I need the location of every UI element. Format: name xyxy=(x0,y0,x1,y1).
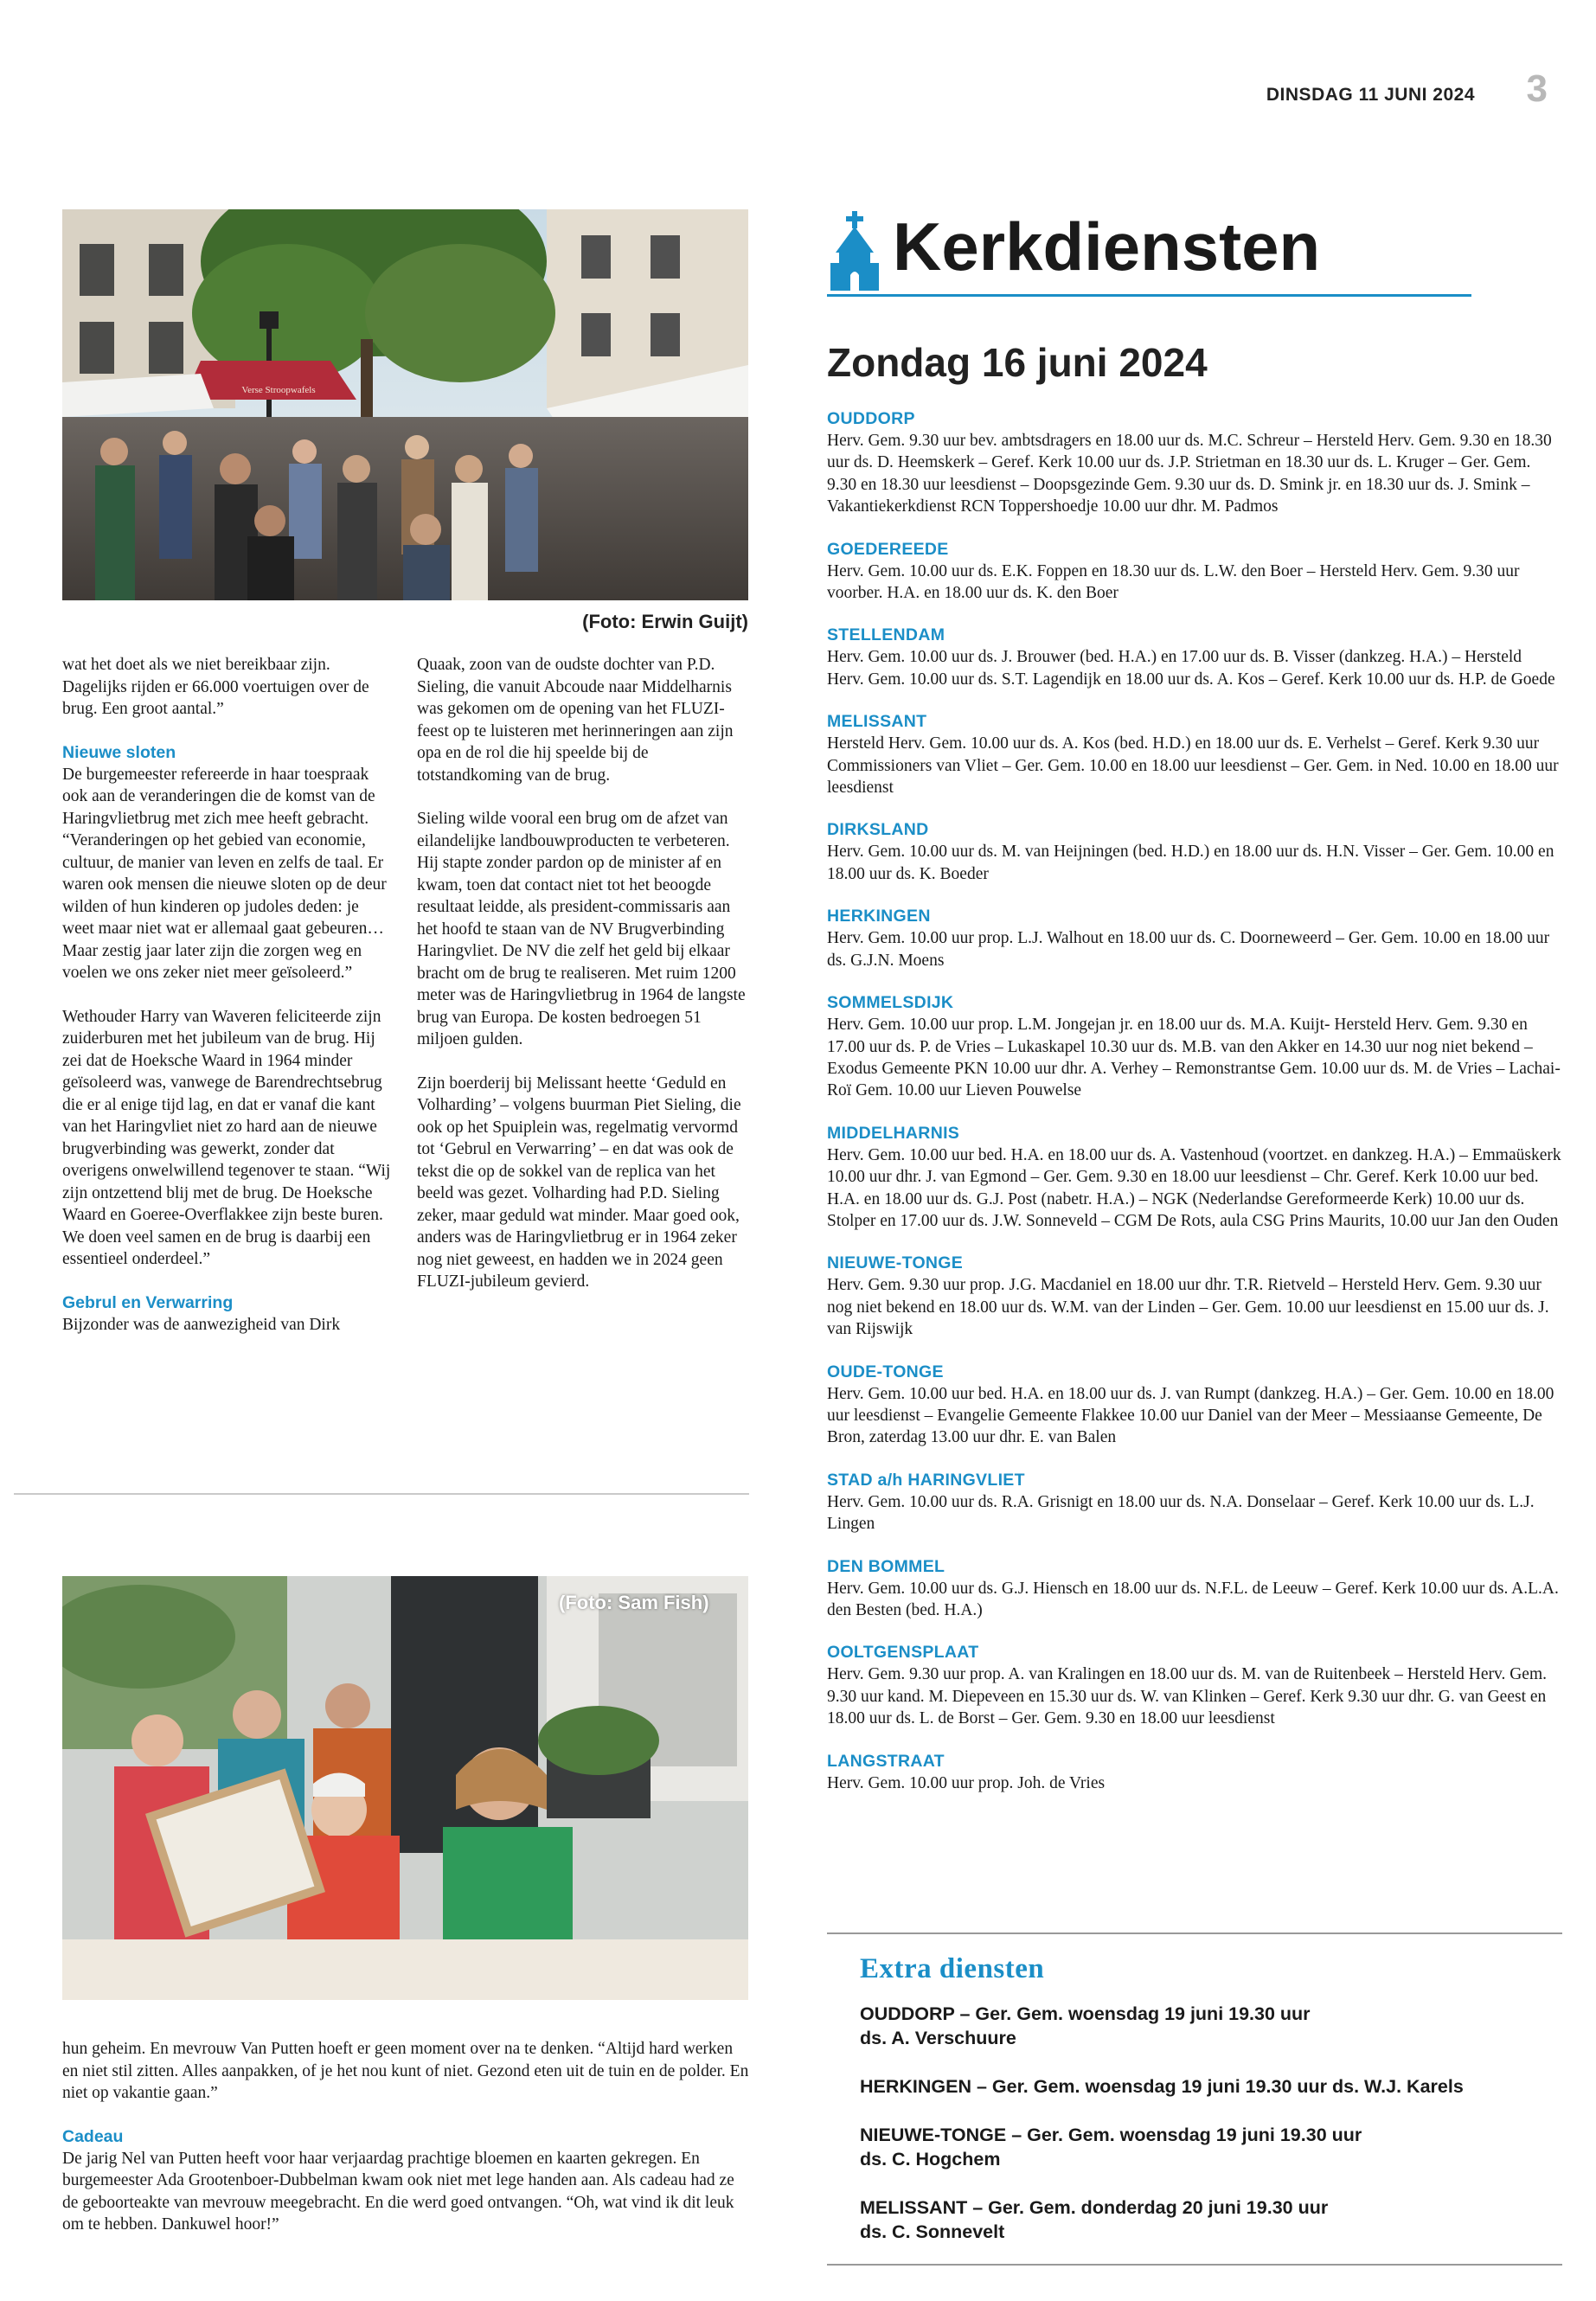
extra-services-list xyxy=(860,2002,1535,2268)
place-name: LANGSTRAAT xyxy=(827,1751,945,1771)
place-name: STAD a/h HARINGVLIET xyxy=(827,1470,1025,1490)
extra-line: MELISSANT – Ger. Gem. donderdag 20 juni 19.30 uur xyxy=(860,2197,1329,2218)
service-text: Herv. Gem. 10.00 uur prop. Joh. de Vries xyxy=(827,1773,1106,1792)
place-name: OUDE-TONGE xyxy=(827,1362,944,1381)
service-text: Herv. Gem. 10.00 uur prop. L.M. Jongejan jr. en 18.00 uur ds. M.A. Kuijt- Hersteld Herv. Gem. 9.30 en 17.00 uur ds. P. de Vries – Lukaskapel 10.30 uur ds. M.B. van den Akker en 14.30 uur nog niet bekend – Exodus Gemeente PKN 10.00 uur dhr. A. Verhey – Remonstrantse Gem. 10.00 uur ds. M. de Vries – Lachai-Roï Gem. 10.00 uur Lieven Pouwelse xyxy=(827,1016,1561,1100)
market-photo xyxy=(62,209,748,600)
place-name: OOLTGENSPLAAT xyxy=(827,1643,979,1663)
article1-paragraph: Sieling wilde vooral een brug om de afzet van eilandelijke landbouwproducten te verbeteren. Hij stapte zonder pardon op de minister af en kwam, toen dat contact niet tot het beoogde resultaat leidde, als president-commissaris aan het hoofd te staan van de NV Brugverbinding Haringvliet. De NV die zelf het geld bij elkaar bracht om de brug te realiseren. Met ruim 1200 meter was de Haringvlietbrug in 1964 de langste brug van Europa. De kosten bedroegen 51 miljoen gulden. xyxy=(417,810,746,1048)
service-date: Zondag 16 juni 2024 xyxy=(827,340,1208,385)
service-text: Herv. Gem. 10.00 uur prop. L.J. Walhout en 18.00 uur ds. C. Doorneweerd – Ger. Gem. 10.00 en 18.00 uur ds. G.J.N. Moens xyxy=(827,929,1550,970)
service-text: Herv. Gem. 10.00 uur bed. H.A. en 18.00 uur ds. J. van Rumpt (dankzeg. H.A.) – Ger. Gem. 10.00 en 18.00 uur leesdienst – Evangelie Gemeente Flakkee 10.00 uur Daniel van der Meer – Messiaanse Gemeente, De Bron, zaterdag 13.00 uur dhr. E. van Balen xyxy=(827,1384,1554,1447)
extra-title: Extra diensten xyxy=(860,1953,1045,1984)
church-icon xyxy=(827,211,882,298)
subheading-nieuwe-sloten: Nieuwe sloten xyxy=(62,742,176,762)
list-item xyxy=(827,1470,1562,1535)
service-text: Herv. Gem. 9.30 uur prop. A. van Kralingen en 18.00 uur ds. M. van de Ruitenbeek – Hersteld Herv. Gem. 9.30 uur kand. M. Diepeveen en 15.30 uur ds. W. van Klinken – Geref. Kerk 9.30 uur dhr. G. van Geest en 18.00 uur ds. L. de Borst – Ger. Gem. 9.30 en 18.00 uur leesdienst xyxy=(827,1665,1547,1728)
list-item xyxy=(827,625,1562,690)
service-list xyxy=(827,408,1562,1815)
service-text: Herv. Gem. 10.00 uur ds. G.J. Hiensch en 18.00 uur ds. N.F.L. de Leeuw – Geref. Kerk 10.00 uur ds. A.L.A. den Besten (bed. H.A.) xyxy=(827,1579,1559,1619)
article1-column2 xyxy=(417,654,749,1315)
list-item xyxy=(827,711,1562,798)
list-item xyxy=(860,2002,1535,2050)
section-divider xyxy=(14,1493,749,1495)
extra-box-bottom-rule xyxy=(827,2264,1562,2266)
list-item xyxy=(827,1253,1562,1340)
issue-date: DINSDAG 11 JUNI 2024 xyxy=(1266,85,1475,105)
place-name: SOMMELSDIJK xyxy=(827,993,954,1013)
service-text: Herv. Gem. 9.30 uur bev. ambtsdragers en 18.00 uur ds. M.C. Schreur – Hersteld Herv. Gem. 9.30 en 18.30 uur ds. D. Heemskerk – Geref. Kerk 10.00 uur ds. J.P. Strietman en 18.30 uur ds. L. Kruger – Ger. Gem. 9.30 en 18.30 uur leesdienst – Doopsgezinde Gem. 9.30 uur ds. D. Smink jr. en 18.30 uur ds. J. Smink – Vakantiekerkdienst RCN Toppershoedje 10.00 uur dhr. M. Padmos xyxy=(827,432,1552,516)
place-name: NIEUWE-TONGE xyxy=(827,1253,964,1273)
service-text: Herv. Gem. 10.00 uur ds. E.K. Foppen en 18.30 uur ds. L.W. den Boer – Hersteld Herv. Gem. 9.30 uur voorber. H.A. en 18.00 uur ds. K. den Boer xyxy=(827,561,1520,603)
extra-line: ds. C. Sonnevelt xyxy=(860,2221,1005,2242)
list-item xyxy=(827,539,1562,605)
place-name: MIDDELHARNIS xyxy=(827,1123,960,1143)
service-text: Herv. Gem. 10.00 uur bed. H.A. en 18.00 uur ds. A. Vastenhoud (voortzet. en dankzeg. H.A.) – Emmaüskerk 10.00 uur dhr. J. van Egmond – Ger. Gem. 9.30 en 18.00 uur leesdienst – Chr. Geref. Kerk 10.00 uur bed. H.A. en 18.00 uur ds. G.J. Post (nabetr. H.A.) – NGK (Nederlandse Gereformeerde Kerk) 10.00 uur ds. Stolper en 17.00 uur ds. J.W. Sonneveld – CGM De Rots, aula CSG Prins Maurits, 10.00 uur Jan den Ouden xyxy=(827,1145,1561,1230)
service-text: Herv. Gem. 10.00 uur ds. M. van Heijningen (bed. H.D.) en 18.00 uur ds. H.N. Visser – Ger. Gem. 10.00 en 18.00 uur ds. K. Boeder xyxy=(827,843,1554,883)
article2-paragraph: hun geheim. En mevrouw Van Putten hoeft er geen moment over na te denken. “Altijd hard werken en niet stil zitten. Alles aanpakken, of je het nou kunt of niet. Gezond eten uit de tuin en de polder. En niet op vakantie gaan.” xyxy=(62,2040,749,2102)
place-name: DIRKSLAND xyxy=(827,820,929,840)
extra-line: OUDDORP – Ger. Gem. woensdag 19 juni 19.30 uur xyxy=(860,2003,1311,2024)
title-underline xyxy=(827,294,1471,297)
list-item xyxy=(827,992,1562,1102)
service-text: Herv. Gem. 10.00 uur ds. J. Brouwer (bed. H.A.) en 17.00 uur ds. B. Visser (dankzeg. H.A.) – Hersteld Herv. Gem. 10.00 uur ds. S.T. Lagendijk en 18.00 uur ds. A. Kos – Geref. Kerk 10.00 uur ds. H.P. de Goede xyxy=(827,648,1555,689)
article1-paragraph: wat het doet als we niet bereikbaar zijn. Dagelijks rijden er 66.000 voertuigen over de brug. Een groot aantal.” xyxy=(62,656,369,718)
list-item xyxy=(827,1556,1562,1622)
article1-paragraph: Quaak, zoon van de oudste dochter van P.D. Sieling, die vanuit Abcoude naar Middelharnis was gekomen om de opening van het FLUZI-feest op te luisteren met herinneringen aan zijn opa en de rol die hij speelde bij de totstandkoming van de brug. xyxy=(417,656,734,785)
place-name: OUDDORP xyxy=(827,409,915,428)
extra-line: HERKINGEN – Ger. Gem. woensdag 19 juni 19.30 uur ds. W.J. Karels xyxy=(860,2076,1464,2097)
article1-paragraph: Zijn boerderij bij Melissant heette ‘Geduld en Volharding’ – volgens buurman Piet Sieling, die ook op het Spuiplein was, regelmatig vervormd tot ‘Gebrul en Verwarring’ – en dat was ook de tekst die op de sokkel van de replica van het beeld was gezet. Volharding had P.D. Sieling zeker, maar geduld wat minder. Maar goed ook, anders was de Haringvlietbrug er in 1964 zeker nog niet geweest, en hadden we in 2024 geen FLUZI-jubileum gevierd. xyxy=(417,1074,741,1291)
extra-line: ds. C. Hogchem xyxy=(860,2149,1001,2170)
place-name: GOEDEREEDE xyxy=(827,539,949,559)
article2 xyxy=(62,2038,749,2236)
service-text: Hersteld Herv. Gem. 10.00 uur ds. A. Kos (bed. H.D.) en 18.00 uur ds. E. Verhelst – Geref. Kerk 9.30 uur Commissioners van Vliet – Ger. Gem. 10.00 en 18.00 uur leesdienst – Ger. Gem. in Ned. 10.00 en 18.00 uur leesdienst xyxy=(827,734,1559,798)
list-item xyxy=(860,2195,1535,2244)
list-item xyxy=(827,819,1562,885)
extra-box-top-rule xyxy=(827,1932,1562,1934)
article2-paragraph: De jarig Nel van Putten heeft voor haar verjaardag prachtige bloemen en kaarten gekregen. En burgemeester Ada Grootenboer-Dubbelman kwam ook niet met lege handen aan. Als cadeau had ze de geboorteakte van mevrouw meegebracht. En die werd goed ontvangen. “Oh, wat vind ik dit leuk om te hebben. Dankuwel hoor!” xyxy=(62,2149,734,2234)
place-name: DEN BOMMEL xyxy=(827,1556,945,1576)
birthday-photo xyxy=(62,1576,748,2000)
section-title: Kerkdiensten xyxy=(893,208,1321,285)
photo-credit-2: (Foto: Sam Fish) xyxy=(559,1592,709,1613)
list-item xyxy=(827,906,1562,971)
article1-paragraph: Bijzonder was de aanwezigheid van Dirk xyxy=(62,1315,341,1334)
place-name: HERKINGEN xyxy=(827,907,931,926)
list-item xyxy=(827,1362,1562,1449)
list-item xyxy=(827,1751,1562,1794)
place-name: MELISSANT xyxy=(827,712,927,732)
list-item xyxy=(827,1123,1562,1233)
service-text: Herv. Gem. 9.30 uur prop. J.G. Macdaniel en 18.00 uur dhr. T.R. Rietveld – Hersteld Herv. Gem. 9.30 uur nog niet bekend en 18.00 uur ds. W.M. van der Linden – Ger. Gem. 10.00 uur leesdienst en 15.00 uur ds. J. van Rijswijk xyxy=(827,1276,1549,1339)
extra-line: ds. A. Verschuure xyxy=(860,2028,1016,2048)
place-name: STELLENDAM xyxy=(827,625,945,645)
list-item xyxy=(860,2074,1535,2099)
extra-line: NIEUWE-TONGE – Ger. Gem. woensdag 19 juni 19.30 uur xyxy=(860,2125,1362,2145)
subheading-gebrul-en-verwarring: Gebrul en Verwarring xyxy=(62,1292,234,1312)
list-item xyxy=(860,2123,1535,2171)
article1-column1 xyxy=(62,654,394,1336)
subheading-cadeau: Cadeau xyxy=(62,2126,124,2146)
article1-paragraph: De burgemeester refereerde in haar toespraak ook aan de veranderingen die de komst van de Haringvlietbrug met zich mee heeft gebracht. “Veranderingen op het gebied van economie, cultuur, de manier van leven en zelfs de taal. Er waren ook mensen die nieuwe sloten op de deur wilden of hun kinderen op judoles deden: je weet maar niet wat er allemaal gaat gebeuren… Maar zestig jaar later zijn die zorgen weg en voelen we ons zeker niet meer geïsoleerd.” xyxy=(62,765,387,982)
list-item xyxy=(827,1642,1562,1729)
photo-caption-1: (Foto: Erwin Guijt) xyxy=(582,611,748,632)
tent-sign: Verse Stroopwafels xyxy=(241,385,316,395)
page-number: 3 xyxy=(1526,67,1548,110)
article1-paragraph: Wethouder Harry van Waveren feliciteerde zijn zuiderburen met het jubileum van de brug. Hij zei dat de Hoeksche Waard in 1964 minder geïsoleerd was, vanwege de Barendrechtsebrug die er al enige tijd lag, en dat er vanaf die kant van het Haringvliet niet zo hard aan de nieuwe brugverbinding was gewerkt, zonder dat overigens onwelwillend tegenover te staan. “Wij zijn ontzettend blij met de brug. De Hoeksche Waard en Goeree-Overflakkee zijn beste buren. We doen veel samen en de brug is daarbij een essentieel onderdeel.” xyxy=(62,1007,391,1268)
list-item xyxy=(827,408,1562,518)
service-text: Herv. Gem. 10.00 uur ds. R.A. Grisnigt en 18.00 uur ds. N.A. Donselaar – Geref. Kerk 10.00 uur ds. L.J. Lingen xyxy=(827,1492,1535,1534)
